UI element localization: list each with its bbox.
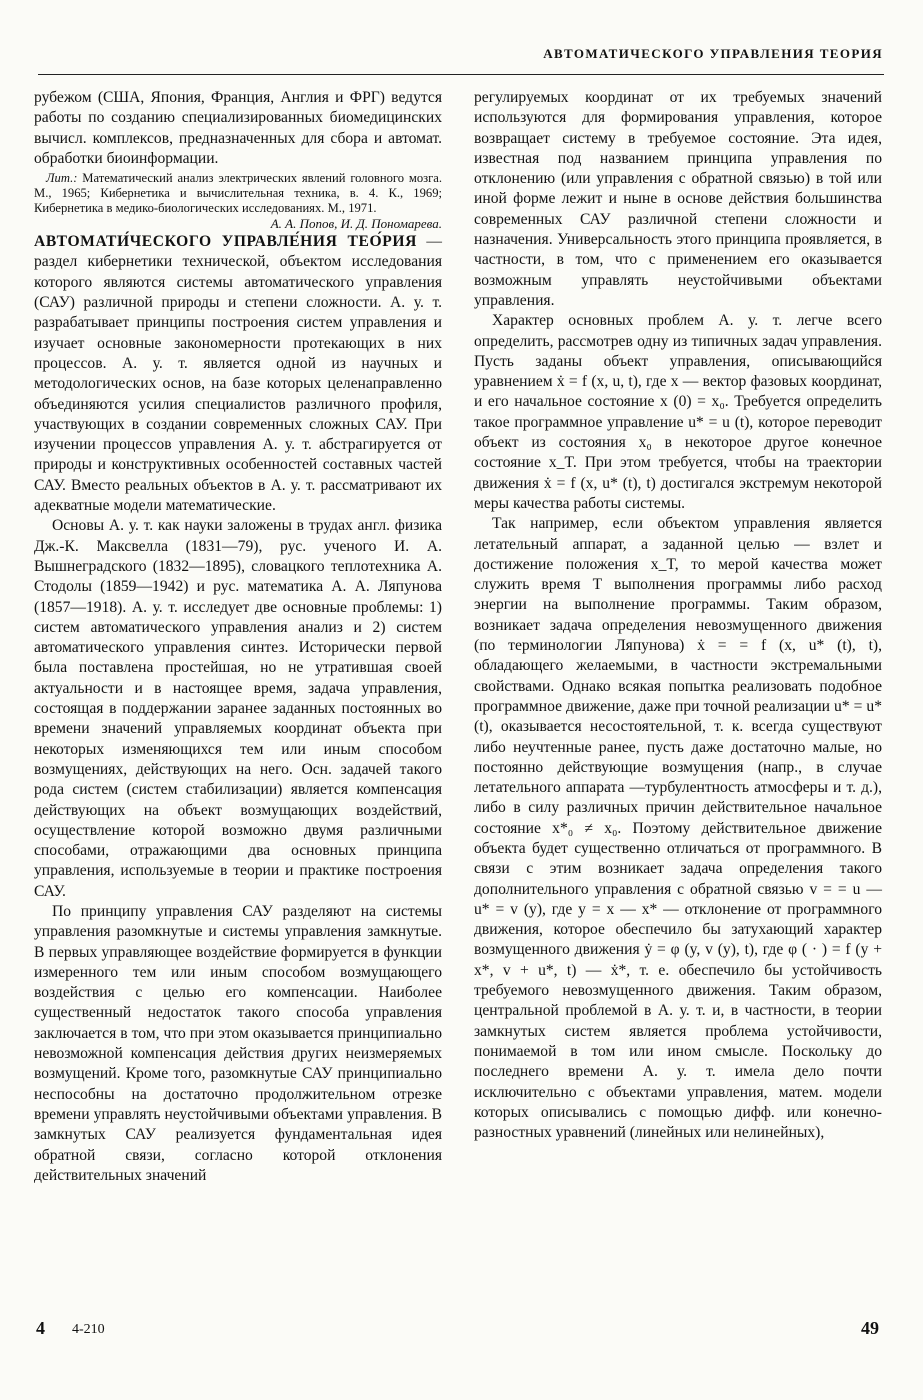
left-column [34, 88, 442, 1186]
page-number-right: 49 [861, 1318, 879, 1338]
literature-text: Математический анализ электрических явлений головного мозга. М., 1965; Кибернетика и вычислительная техника, в. 4. К., 1969; Кибернетика в медико-биологических исследованиях. М., 1971. [34, 171, 442, 216]
literature-references [34, 171, 442, 216]
article-headword: АВТОМАТИ́ЧЕСКОГО УПРАВЛЕ́НИЯ ТЕО́РИЯ [34, 233, 417, 251]
running-head: АВТОМАТИЧЕСКОГО УПРАВЛЕНИЯ ТЕОРИЯ [543, 46, 883, 61]
left-paragraph-2: Основы А. у. т. как науки заложены в трудах англ. физика Дж.-К. Максвелла (1831—79), рус. ученого И. А. Вышнеградского (1832—1895), словацкого теплотехника А. Стодолы (1859—1942) и рус. математика А. А. Ляпунова (1857—1918). А. у. т. исследует две основные проблемы: 1) систем автоматического управления анализ и 2) систем автоматического управления синтез. Исторически первой была поставлена простейшая, но не утратившая своей актуальности и в настоящее время, задача управления, состоящая в поддержании заранее заданных постоянных во времени значений управляемых координат объекта при некоторых изменяющихся тем или иным способом возмущениях, действующих на него. Осн. задачей такого рода систем (систем стабилизации) является компенсация действующих на объект возмущающих воздействий, осуществление которой возможно двумя различными способами, отражающими два основных принципа управления, используемые в теории и практике построения САУ. [34, 517, 442, 900]
left-paragraph-3: По принципу управления САУ разделяют на системы управления разомкнутые и системы управления замкнутые. В первых управляющее воздействие формируется в функции измеренного тем или иным способом возмущающего воздействия с целью его компенсации. Наиболее существенный недостаток такого способа управления заключается в том, что при этом оказывается принципиально невозможной компенсация действия других неизмеряемых возмущений. Кроме того, разомкнутые САУ принципиально неспособны на достаточно продолжительном отрезке времени управлять неустойчивыми объектами управления. В замкнутых САУ реализуется фундаментальная идея обратной связи, согласно которой отклонения действительных значений [34, 902, 442, 1184]
right-paragraph-1: Характер основных проблем А. у. т. легче всего определить, рассмотрев одну из типичных задач управления. Пусть заданы объект управления, описывающийся уравнением ẋ = f (x, u, t), где x — вектор фазовых координат, и его начальное состояние x (0) = x₀. Требуется определить такое программное управление u* = u (t), которое переводит объект из состояния x₀ в некоторое другое конечное состояние x_T. При этом требуется, чтобы на траектории движения ẋ = f (x, u* (t), t) достигался экстремум некоторой меры качества работы системы. [474, 312, 882, 512]
right-continuation-paragraph: регулируемых координат от их требуемых значений используются для формирования управления, которое возвращает систему в требуемое состояние. Эта идея, известная под названием принципа управления по отклонению (или управления с обратной связью) в той или иной форме лежит и ныне в основе действия большинства современных САУ различной степени сложности и назначения. Универсальность этого принципа проявляется, в частности, в том, что с применением его оказывается возможным управлять неустойчивыми объектами управления. [474, 89, 882, 309]
right-paragraph-2: Так например, если объектом управления является летательный аппарат, а заданной целью — взлет и достижение положения x_T, то мерой качества может служить время T выполнения программы либо расход энергии на выполнение программы. Таким образом, возникает задача определения невозмущенного движения (по терминологии Ляпунова) ẋ = = f (x, u* (t), t), обладающего желаемыми, в частности экстремальными свойствами. Однако всякая попытка реализовать подобное программное движение, даже при точной реализации u* = u* (t), оказывается несостоятельной, т. к. всегда существуют либо неучтенные ранее, пусть даже достаточно малые, но постоянно действующие возмущения (напр., в случае летательного аппарата —турбулентность атмосферы и т. д.), либо в силу различных причин действительное начальное состояние x*₀ ≠ x₀. Поэтому действительное движение объекта будет существенно отличаться от программного. В связи с этим возникает задача определения такого дополнительного управления с обратной связью v = = u — u* = v (y), где y = x — x* — отклонение от программного движения, которое обеспечило бы затухающий характер возмущенного движения ẏ = φ (y, v (y), t), где φ ( · ) = f (y + x*, v + u*, t) — ẋ*, т. е. обеспечило бы устойчивость требуемого невозмущенного движения. Таким образом, центральной проблемой в А. у. т. и, в частности, в теории замкнутых систем является проблема устойчивости, понимаемой в том или ином смысле. Поскольку до последнего времени А. у. т. имела дело почти исключительно с объектами управления, матем. модели которых описывались с помощью дифф. или конечно-разностных уравнений (линейных или нелинейных), [474, 515, 882, 1142]
printer-signature: 4-210 [72, 1322, 105, 1337]
left-continuation-paragraph: рубежом (США, Япония, Франция, Англия и ФРГ) ведутся работы по созданию специализированных биомедицинских вычисл. комплексов, предназначенных для сбора и автомат. обработки биоинформации. [34, 89, 442, 167]
page-number-left: 4 [36, 1318, 45, 1338]
right-column [474, 88, 882, 1143]
literature-label: Лит.: [46, 171, 78, 186]
article-intro-paragraph [34, 232, 442, 516]
header-rule [38, 74, 884, 75]
article-authors: А. А. Попов, И. Д. Пономарева. [270, 216, 442, 232]
article-intro-text: — раздел кибернетики технической, объектом исследования которого являются системы автоматического управления (САУ) различной природы и степени сложности. А. у. т. разрабатывает принципы построения систем управления и изучает основные закономерности протекающих в них процессов. А. у. т. является одной из научных и методологических основ, на базе которых целенаправленно объединяются усилия специалистов различного профиля, участвующих в создании современных сложных САУ. При изучении процессов управления А. у. т. абстрагируется от природы и конструктивных особенностей составных частей САУ. Вместо реальных объектов в А. у. т. рассматривают их адекватные модели математические. [34, 233, 442, 515]
